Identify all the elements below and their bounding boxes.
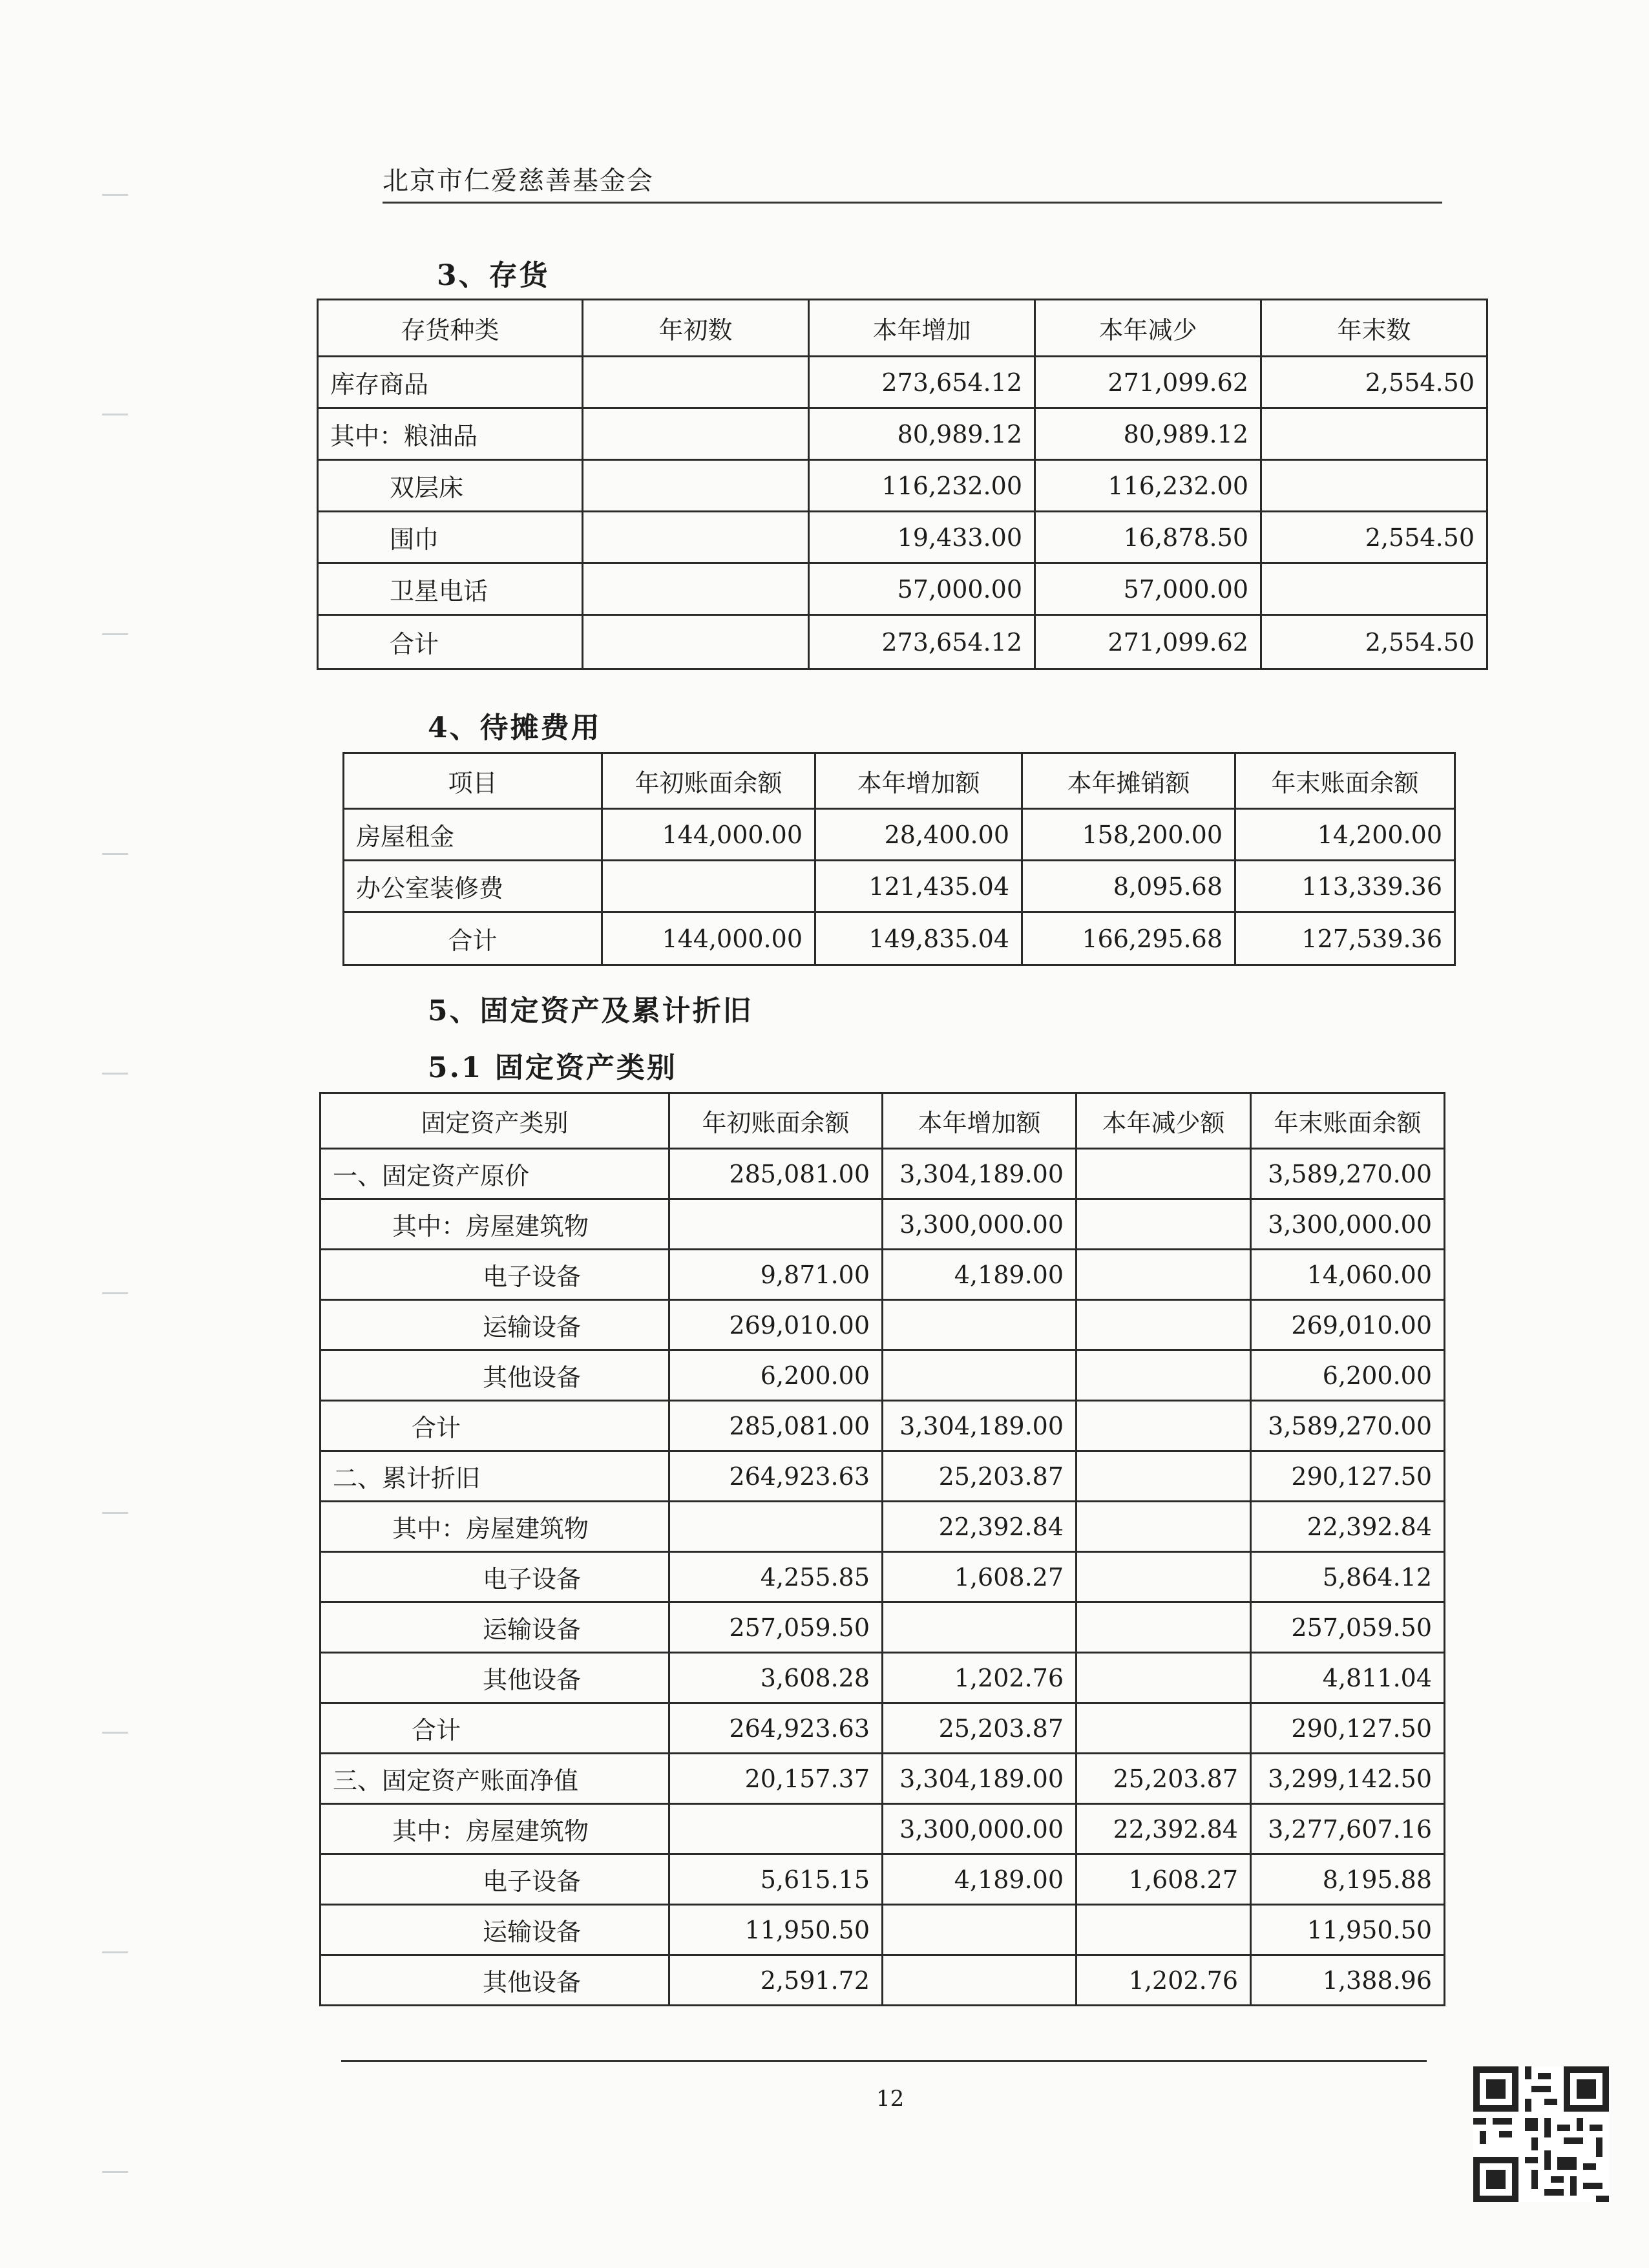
table-cell: 271,099.62 (1035, 615, 1261, 669)
binder-mark (102, 633, 128, 635)
table-cell: 8,195.88 (1251, 1854, 1445, 1905)
table-row (344, 809, 1455, 861)
inventory-section-title: 3、存货 (437, 259, 550, 292)
table-row (320, 1199, 1445, 1250)
page-number: 12 (876, 2086, 905, 2112)
binder-mark (102, 414, 128, 415)
table-cell: 290,127.50 (1251, 1451, 1445, 1502)
table-total-row (344, 912, 1455, 965)
table-cell: 3,300,000.00 (883, 1199, 1077, 1250)
table-cell (883, 1955, 1077, 2006)
table-row (320, 1754, 1445, 1804)
table-cell: 2,554.50 (1261, 357, 1487, 408)
table-cell: 14,060.00 (1251, 1250, 1445, 1300)
table-cell: 3,304,189.00 (883, 1754, 1077, 1804)
table-cell: 22,392.84 (883, 1502, 1077, 1552)
table-cell (1077, 1552, 1251, 1602)
table-row (318, 563, 1487, 615)
binder-mark (102, 1512, 128, 1514)
table-cell: 19,433.00 (809, 512, 1035, 563)
table-cell: 290,127.50 (1251, 1703, 1445, 1754)
table-cell: 285,081.00 (669, 1401, 883, 1451)
table-cell: 25,203.87 (883, 1451, 1077, 1502)
table-cell (1077, 1199, 1251, 1250)
table-cell (1077, 1602, 1251, 1653)
row-label: 其中：粮油品 (318, 408, 583, 460)
table-total-row (318, 615, 1487, 669)
table-cell: 80,989.12 (1035, 408, 1261, 460)
table-cell: 28,400.00 (815, 809, 1022, 861)
table-cell (883, 1602, 1077, 1653)
table-cell: 113,339.36 (1235, 861, 1455, 912)
column-header: 固定资产类别 (320, 1093, 669, 1149)
column-header: 本年减少 (1035, 300, 1261, 357)
table-cell: 269,010.00 (669, 1300, 883, 1350)
table-cell: 2,554.50 (1261, 615, 1487, 669)
column-header: 存货种类 (318, 300, 583, 357)
table-cell (669, 1502, 883, 1552)
table-cell: 3,589,270.00 (1251, 1401, 1445, 1451)
table-cell: 121,435.04 (815, 861, 1022, 912)
table-cell: 3,300,000.00 (1251, 1199, 1445, 1250)
row-label: 电子设备 (320, 1552, 669, 1602)
binder-mark (102, 1073, 128, 1075)
table-cell: 5,864.12 (1251, 1552, 1445, 1602)
row-label: 运输设备 (320, 1602, 669, 1653)
table-cell (1077, 1350, 1251, 1401)
table-cell: 4,255.85 (669, 1552, 883, 1602)
table-row (320, 1804, 1445, 1854)
row-label: 运输设备 (320, 1300, 669, 1350)
row-label: 其他设备 (320, 1350, 669, 1401)
table-header-row (344, 753, 1455, 809)
row-label: 一、固定资产原价 (320, 1149, 669, 1199)
row-label: 办公室装修费 (344, 861, 602, 912)
qr-code-icon (1473, 2066, 1609, 2202)
table-cell: 57,000.00 (1035, 563, 1261, 615)
table-cell: 22,392.84 (1251, 1502, 1445, 1552)
column-header: 年末账面余额 (1235, 753, 1455, 809)
table-row (320, 1955, 1445, 2006)
table-cell (883, 1350, 1077, 1401)
table-cell (883, 1300, 1077, 1350)
column-header: 年末账面余额 (1251, 1093, 1445, 1149)
table-cell (602, 861, 815, 912)
inventory-table (317, 299, 1488, 670)
table-cell: 14,200.00 (1235, 809, 1455, 861)
column-header: 年初账面余额 (602, 753, 815, 809)
fixed-assets-table (319, 1092, 1445, 2006)
row-label: 合计 (318, 615, 583, 669)
row-label: 双层床 (318, 460, 583, 512)
binder-mark (102, 853, 128, 855)
table-cell: 6,200.00 (669, 1350, 883, 1401)
table-cell: 285,081.00 (669, 1149, 883, 1199)
table-cell: 3,608.28 (669, 1653, 883, 1703)
table-row (320, 1552, 1445, 1602)
table-cell: 25,203.87 (1077, 1754, 1251, 1804)
table-cell: 116,232.00 (1035, 460, 1261, 512)
table-cell (1261, 563, 1487, 615)
table-cell (1077, 1149, 1251, 1199)
table-cell: 166,295.68 (1022, 912, 1235, 965)
table-cell: 1,202.76 (1077, 1955, 1251, 2006)
table-cell (1077, 1250, 1251, 1300)
table-cell (1077, 1703, 1251, 1754)
binder-mark (102, 194, 128, 196)
table-cell (883, 1905, 1077, 1955)
table-cell: 264,923.63 (669, 1703, 883, 1754)
table-cell: 257,059.50 (669, 1602, 883, 1653)
table-cell (583, 615, 809, 669)
table-cell (1261, 460, 1487, 512)
table-cell (583, 408, 809, 460)
table-row (318, 512, 1487, 563)
binder-mark (102, 2171, 128, 2173)
row-label: 合计 (320, 1401, 669, 1451)
table-cell: 6,200.00 (1251, 1350, 1445, 1401)
row-label: 其中：房屋建筑物 (320, 1502, 669, 1552)
table-cell: 8,095.68 (1022, 861, 1235, 912)
table-cell: 273,654.12 (809, 357, 1035, 408)
table-cell: 2,591.72 (669, 1955, 883, 2006)
table-cell (1077, 1653, 1251, 1703)
row-label: 围巾 (318, 512, 583, 563)
table-cell: 11,950.50 (1251, 1905, 1445, 1955)
table-header-row (318, 300, 1487, 357)
footer-rule (341, 2060, 1427, 2062)
table-cell: 20,157.37 (669, 1754, 883, 1804)
row-label: 其中：房屋建筑物 (320, 1804, 669, 1854)
deferred-expenses-section-title: 4、待摊费用 (428, 711, 602, 744)
deferred-expenses-table (342, 752, 1456, 966)
table-cell (583, 460, 809, 512)
table-cell: 2,554.50 (1261, 512, 1487, 563)
row-label: 房屋租金 (344, 809, 602, 861)
table-row (318, 357, 1487, 408)
row-label: 合计 (320, 1703, 669, 1754)
table-cell: 3,299,142.50 (1251, 1754, 1445, 1804)
row-label: 其他设备 (320, 1955, 669, 2006)
table-cell: 3,277,607.16 (1251, 1804, 1445, 1854)
table-row (320, 1451, 1445, 1502)
table-row (320, 1350, 1445, 1401)
table-cell: 1,608.27 (1077, 1854, 1251, 1905)
column-header: 本年减少额 (1077, 1093, 1251, 1149)
table-cell: 273,654.12 (809, 615, 1035, 669)
table-cell: 25,203.87 (883, 1703, 1077, 1754)
table-cell: 1,608.27 (883, 1552, 1077, 1602)
table-row (320, 1653, 1445, 1703)
table-cell (1077, 1451, 1251, 1502)
row-label: 三、固定资产账面净值 (320, 1754, 669, 1804)
table-cell (1077, 1502, 1251, 1552)
table-row (320, 1300, 1445, 1350)
table-cell: 4,189.00 (883, 1250, 1077, 1300)
table-cell: 9,871.00 (669, 1250, 883, 1300)
table-total-row (320, 1703, 1445, 1754)
table-cell (1077, 1401, 1251, 1451)
header-rule (383, 202, 1442, 204)
table-cell: 269,010.00 (1251, 1300, 1445, 1350)
table-cell (583, 357, 809, 408)
column-header: 年初账面余额 (669, 1093, 883, 1149)
table-cell: 264,923.63 (669, 1451, 883, 1502)
table-cell: 3,589,270.00 (1251, 1149, 1445, 1199)
table-cell: 4,811.04 (1251, 1653, 1445, 1703)
table-cell: 57,000.00 (809, 563, 1035, 615)
table-cell: 127,539.36 (1235, 912, 1455, 965)
table-total-row (320, 1401, 1445, 1451)
binder-mark (102, 1951, 128, 1953)
table-row (320, 1250, 1445, 1300)
table-cell: 3,300,000.00 (883, 1804, 1077, 1854)
table-cell (1261, 408, 1487, 460)
organization-header: 北京市仁爱慈善基金会 (383, 166, 654, 196)
row-label: 二、累计折旧 (320, 1451, 669, 1502)
fixed-assets-section-title: 5、固定资产及累计折旧 (428, 994, 753, 1027)
table-row (318, 460, 1487, 512)
table-header-row (320, 1093, 1445, 1149)
column-header: 项目 (344, 753, 602, 809)
table-cell: 158,200.00 (1022, 809, 1235, 861)
table-cell: 144,000.00 (602, 809, 815, 861)
table-cell (669, 1199, 883, 1250)
table-row (320, 1602, 1445, 1653)
table-cell: 22,392.84 (1077, 1804, 1251, 1854)
table-cell: 116,232.00 (809, 460, 1035, 512)
fixed-assets-subsection-title: 5.1 固定资产类别 (428, 1051, 677, 1084)
table-cell: 1,388.96 (1251, 1955, 1445, 2006)
binder-mark (102, 1292, 128, 1294)
table-cell: 3,304,189.00 (883, 1401, 1077, 1451)
table-cell: 11,950.50 (669, 1905, 883, 1955)
table-cell: 3,304,189.00 (883, 1149, 1077, 1199)
table-cell: 16,878.50 (1035, 512, 1261, 563)
row-label: 其中：房屋建筑物 (320, 1199, 669, 1250)
row-label: 库存商品 (318, 357, 583, 408)
table-cell (1077, 1905, 1251, 1955)
table-row (320, 1502, 1445, 1552)
table-cell (669, 1804, 883, 1854)
table-cell: 149,835.04 (815, 912, 1022, 965)
table-cell: 5,615.15 (669, 1854, 883, 1905)
table-row (318, 408, 1487, 460)
table-cell (583, 512, 809, 563)
row-label: 电子设备 (320, 1854, 669, 1905)
table-cell: 4,189.00 (883, 1854, 1077, 1905)
table-row (344, 861, 1455, 912)
column-header: 本年摊销额 (1022, 753, 1235, 809)
row-label: 其他设备 (320, 1653, 669, 1703)
table-cell: 80,989.12 (809, 408, 1035, 460)
column-header: 年初数 (583, 300, 809, 357)
column-header: 年末数 (1261, 300, 1487, 357)
row-label: 合计 (344, 912, 602, 965)
row-label: 卫星电话 (318, 563, 583, 615)
row-label: 运输设备 (320, 1905, 669, 1955)
row-label: 电子设备 (320, 1250, 669, 1300)
table-cell: 144,000.00 (602, 912, 815, 965)
table-row (320, 1905, 1445, 1955)
table-cell: 271,099.62 (1035, 357, 1261, 408)
table-cell: 257,059.50 (1251, 1602, 1445, 1653)
column-header: 本年增加额 (815, 753, 1022, 809)
table-row (320, 1854, 1445, 1905)
table-cell (1077, 1300, 1251, 1350)
column-header: 本年增加额 (883, 1093, 1077, 1149)
table-cell (583, 563, 809, 615)
binder-mark (102, 1732, 128, 1734)
table-row (320, 1149, 1445, 1199)
table-cell: 1,202.76 (883, 1653, 1077, 1703)
column-header: 本年增加 (809, 300, 1035, 357)
